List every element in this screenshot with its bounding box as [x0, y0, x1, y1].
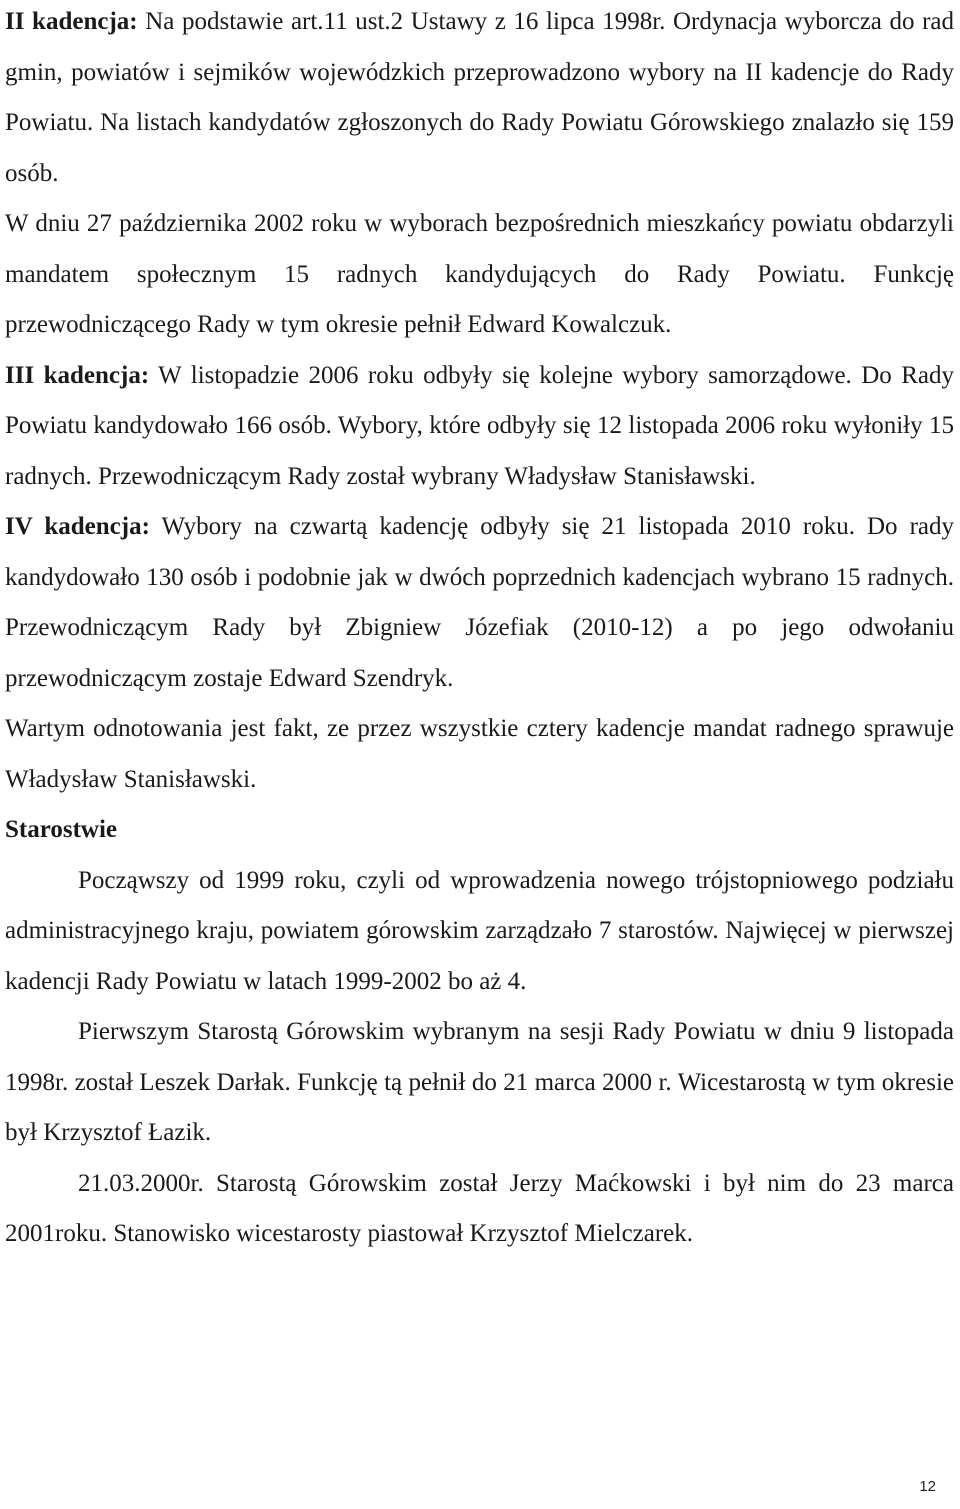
paragraph-starostwie-3: 21.03.2000r. Starostą Górowskim został Jerzy Maćkowski i był nim do 23 marca 2001roku. Stanowisko wicestarosty piastował Krzysztof Mielczarek. [5, 1169, 954, 1247]
section-heading-starostwie: Starostwie [5, 816, 118, 843]
page-number: 12 [919, 1478, 936, 1495]
kadencja-4-label: IV kadencja: [5, 513, 150, 540]
paragraph-kadencja-3 [5, 351, 954, 503]
kadencja-3-label: III kadencja: [5, 361, 150, 389]
kadencja-2-label: II kadencja: [5, 8, 138, 35]
paragraph-starostwie-1: Począwszy od 1999 roku, czyli od wprowadzenia nowego trójstopniowego podziału administracyjnego kraju, powiatem górowskim zarządzało 7 starostów. Najwięcej w pierwszej kadencji Rady Powiatu w latach 1999-2002 bo aż 4. [5, 866, 954, 995]
paragraph-starostwie-2: Pierwszym Starostą Górowskim wybranym na sesji Rady Powiatu w dniu 9 listopada 1998r. został Leszek Darłak. Funkcję tą pełnił do 21 marca 2000 r. Wicestarostą w tym okresie był Krzysztof Łazik. [5, 1018, 954, 1146]
paragraph-kadencja-4 [5, 502, 954, 704]
kadencja-2-text: Na podstawie art.11 ust.2 Ustawy z 16 lipca 1998r. Ordynacja wyborcza do rad gmin, powiatów i sejmików wojewódzkich przeprowadzono wybory na II kadencje do Rady Powiatu. Na listach kandydatów zgłoszonych do Rady Powiatu Górowskiego znalazło się 159 osób. [5, 8, 955, 187]
kadencja-4-text: Wybory na czwartą kadencję odbyły się 21 listopada 2010 roku. Do rady kandydowało 130 osób i podobnie jak w dwóch poprzednich kadencjach wybrano 15 radnych. Przewodniczącym Rady był Zbigniew Józefiak (2010-12) a po jego odwołaniu przewodniczącym zostaje Edward Szendryk. [5, 513, 954, 692]
paragraph-kadencja-4-note: Wartym odnotowania jest fakt, ze przez wszystkie cztery kadencje mandat radnego sprawuje Władysław Stanisławski. [5, 715, 954, 793]
paragraph-kadencja-2 [5, 0, 954, 199]
kadencja-3-text: W listopadzie 2006 roku odbyły się kolejne wybory samorządowe. Do Rady Powiatu kandydowało 166 osób. Wybory, które odbyły się 12 listopada 2006 roku wyłoniły 15 radnych. Przewodniczącym Rady został wybrany Władysław Stanisławski. [5, 361, 954, 490]
paragraph-kadencja-2-election: W dniu 27 października 2002 roku w wyborach bezpośrednich mieszkańcy powiatu obdarzyli mandatem społecznym 15 radnych kandydujących do Rady Powiatu. Funkcję przewodniczącego Rady w tym okresie pełnił Edward Kowalczuk. [5, 210, 954, 338]
